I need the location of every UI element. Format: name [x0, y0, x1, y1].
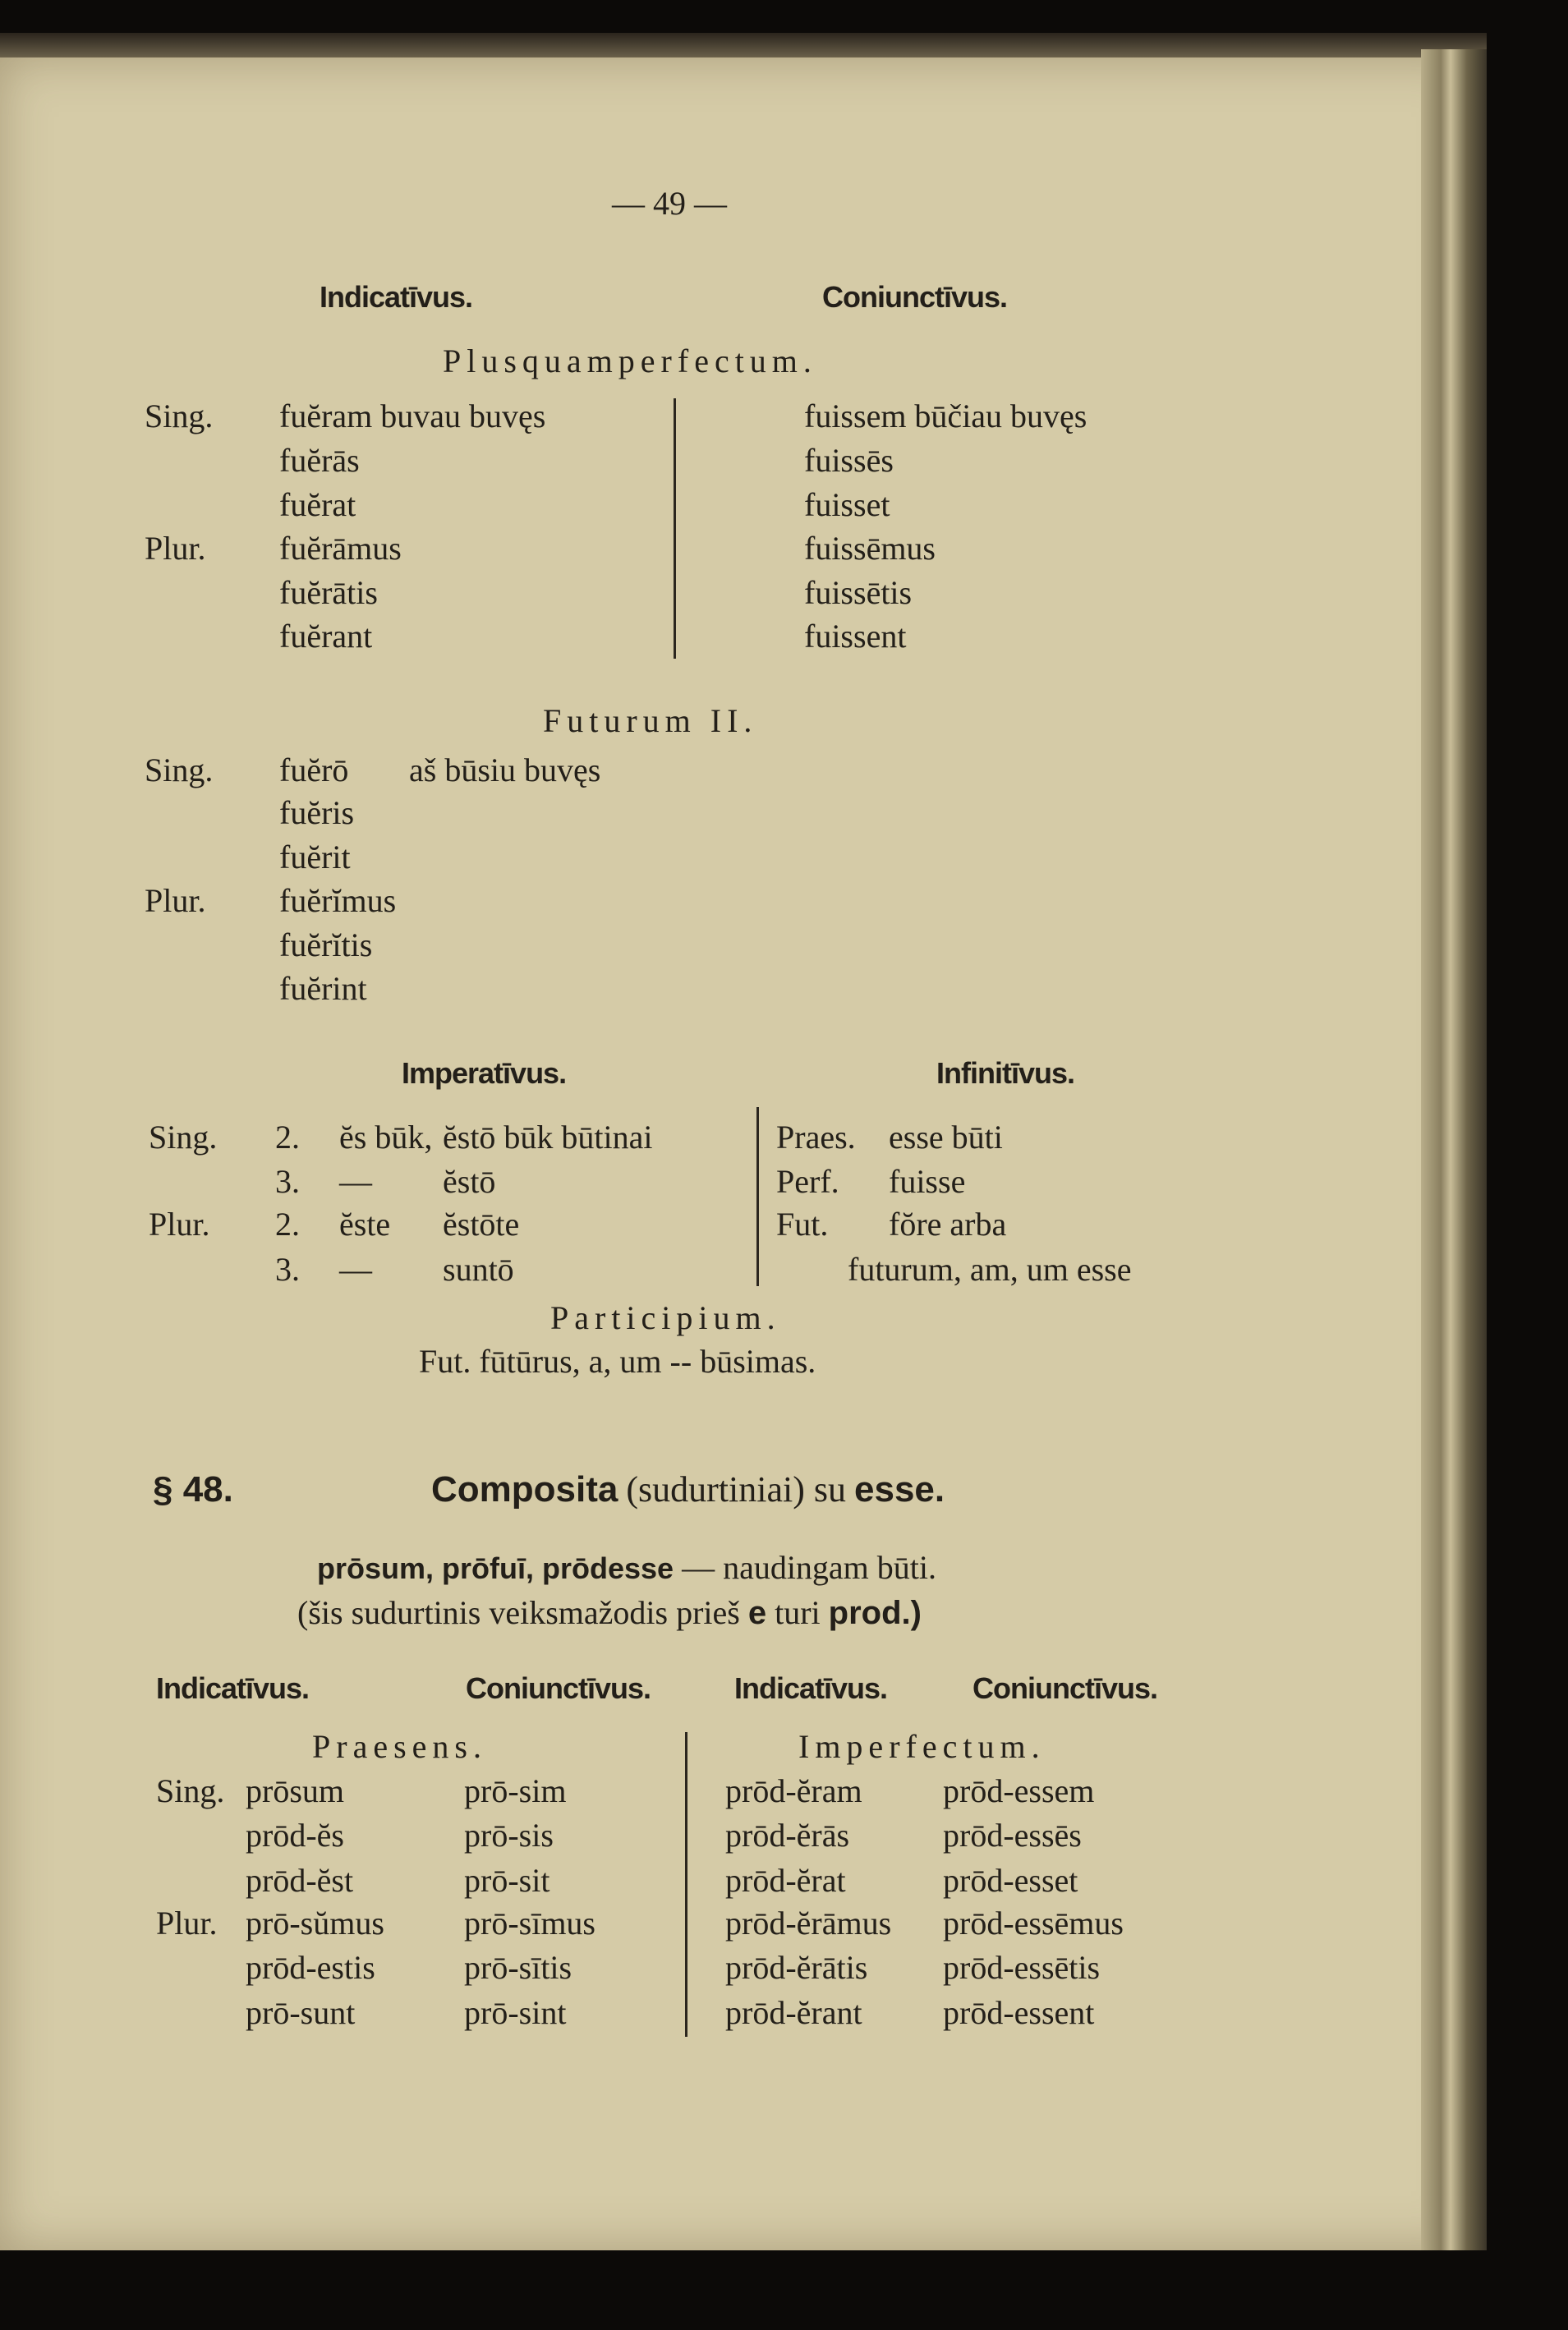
imperative-b: ĕstō būk būtinai [443, 1119, 653, 1156]
imperative-a: ĕste [339, 1206, 391, 1243]
paragraph-number: § 48. [153, 1469, 233, 1510]
imperative-num: 2. [275, 1206, 300, 1243]
indicative-form: fuĕrant [279, 618, 373, 655]
subjunctive-form: fuisset [804, 486, 890, 523]
praesens-indicative-form: prōd-estis [246, 1949, 375, 1986]
imperative-b: ĕstō [443, 1163, 496, 1200]
heading-indicativus: Indicatīvus. [734, 1671, 888, 1705]
label-plur: Plur. [149, 1206, 210, 1243]
column-divider [756, 1107, 759, 1286]
imperative-num: 2. [275, 1119, 300, 1156]
futurum-form: fuĕris [279, 794, 355, 831]
imperative-b: suntō [443, 1251, 514, 1288]
indicative-form: fuĕrāmus [279, 530, 402, 567]
infinitive-future-continuation: futurum, am, um esse [848, 1251, 1132, 1288]
principal-parts-line [317, 1551, 936, 1584]
subjunctive-form: fuissētis [804, 574, 913, 611]
heading-indicativus: Indicatīvus. [320, 280, 473, 314]
principal-parts-gloss: — naudingam būti. [682, 1549, 937, 1586]
note-text: (šis sudurtinis veiksmažodis prieš [297, 1594, 740, 1631]
tense-title-plusquamperfectum: Plusquamperfectum. [443, 342, 817, 379]
title-composita: Composita [431, 1469, 618, 1510]
label-plur: Plur. [145, 882, 206, 919]
tense-title-praesens: Praesens. [312, 1728, 487, 1765]
praesens-subjunctive-form: prō-sint [464, 1994, 567, 2031]
heading-coniunctivus: Coniunctīvus. [973, 1671, 1158, 1705]
imperfectum-indicative-form: prōd-ĕram [725, 1772, 862, 1809]
tense-title-imperfectum: Imperfectum. [798, 1728, 1046, 1765]
heading-indicativus: Indicatīvus. [156, 1671, 310, 1705]
note-line [297, 1594, 922, 1631]
column-divider [674, 398, 676, 659]
praesens-indicative-form: prō-sŭmus [246, 1905, 384, 1942]
label-sing: Sing. [145, 751, 214, 788]
praesens-subjunctive-form: prō-sītis [464, 1949, 572, 1986]
futurum-form: fuĕrō [279, 751, 349, 788]
infinitive-tense: Perf. [776, 1163, 839, 1200]
imperfectum-indicative-form: prōd-ĕrant [725, 1994, 862, 2031]
note-prod: prod.) [828, 1595, 922, 1631]
book-page-edges [1421, 49, 1487, 2250]
praesens-indicative-form: prō-sunt [246, 1994, 356, 2031]
subjunctive-form: fuissem būčiau buvęs [804, 398, 1087, 434]
tense-title-futurum-ii: Futurum II. [543, 702, 758, 739]
praesens-subjunctive-form: prō-sit [464, 1862, 550, 1899]
label-sing: Sing. [145, 398, 214, 434]
imperative-a: — [339, 1251, 372, 1288]
imperfectum-subjunctive-form: prōd-esset [943, 1862, 1078, 1899]
futurum-form: fuĕrit [279, 839, 351, 875]
imperative-b: ĕstōte [443, 1206, 520, 1243]
praesens-subjunctive-form: prō-sīmus [464, 1905, 595, 1942]
heading-imperativus: Imperatīvus. [402, 1056, 567, 1090]
imperfectum-subjunctive-form: prōd-essēmus [943, 1905, 1124, 1942]
imperfectum-indicative-form: prōd-ĕrat [725, 1862, 846, 1899]
futurum-form: fuĕrint [279, 970, 367, 1007]
label-plur: Plur. [145, 530, 206, 567]
title-middle: (sudurtiniai) su [626, 1469, 846, 1510]
imperative-a: — [339, 1163, 372, 1200]
futurum-gloss: aš būsiu buvęs [409, 751, 601, 788]
label-sing: Sing. [149, 1119, 218, 1156]
imperfectum-indicative-form: prōd-ĕrāmus [725, 1905, 892, 1942]
note-e: e [747, 1595, 767, 1631]
praesens-subjunctive-form: prō-sim [464, 1772, 567, 1809]
imperfectum-indicative-form: prōd-ĕrās [725, 1817, 850, 1854]
imperative-num: 3. [275, 1251, 300, 1288]
infinitive-tense: Fut. [776, 1206, 829, 1243]
futurum-form: fuĕrĭmus [279, 882, 397, 919]
praesens-indicative-form: prōd-ĕs [246, 1817, 344, 1854]
imperfectum-subjunctive-form: prōd-essēs [943, 1817, 1082, 1854]
imperfectum-subjunctive-form: prōd-essētis [943, 1949, 1101, 1986]
praesens-indicative-form: prōd-ĕst [246, 1862, 354, 1899]
label-plur: Plur. [156, 1905, 218, 1942]
imperative-num: 3. [275, 1163, 300, 1200]
note-text: turi [775, 1594, 821, 1631]
praesens-subjunctive-form: prō-sis [464, 1817, 554, 1854]
heading-coniunctivus: Coniunctīvus. [822, 280, 1008, 314]
subjunctive-form: fuissēs [804, 442, 894, 479]
participium-title: Participium. [550, 1299, 781, 1336]
subjunctive-form: fuissēmus [804, 530, 936, 567]
section-title [431, 1469, 945, 1510]
imperfectum-subjunctive-form: prōd-essent [943, 1994, 1095, 2031]
subjunctive-form: fuissent [804, 618, 907, 655]
futurum-form: fuĕrĭtis [279, 926, 373, 963]
infinitive-form: fuisse [889, 1163, 966, 1200]
heading-infinitivus: Infinitīvus. [936, 1056, 1074, 1090]
heading-coniunctivus: Coniunctīvus. [466, 1671, 651, 1705]
imperfectum-indicative-form: prōd-ĕrātis [725, 1949, 868, 1986]
infinitive-form: esse būti [889, 1119, 1003, 1156]
praesens-indicative-form: prōsum [246, 1772, 344, 1809]
participium-line: Fut. fūtūrus, a, um -- būsimas. [419, 1343, 816, 1380]
infinitive-form: fŏre arba [889, 1206, 1007, 1243]
principal-parts: prōsum, prōfuī, prōdesse [317, 1551, 674, 1585]
imperfectum-subjunctive-form: prōd-essem [943, 1772, 1095, 1809]
indicative-form: fuĕrās [279, 442, 360, 479]
indicative-form: fuĕram buvau buvęs [279, 398, 546, 434]
page-number: — 49 — [612, 185, 727, 222]
imperative-a: ĕs būk, [339, 1119, 433, 1156]
label-sing: Sing. [156, 1772, 225, 1809]
indicative-form: fuĕrātis [279, 574, 378, 611]
infinitive-tense: Praes. [776, 1119, 856, 1156]
indicative-form: fuĕrat [279, 486, 356, 523]
column-divider [685, 1732, 687, 2037]
title-esse: esse. [854, 1469, 945, 1510]
